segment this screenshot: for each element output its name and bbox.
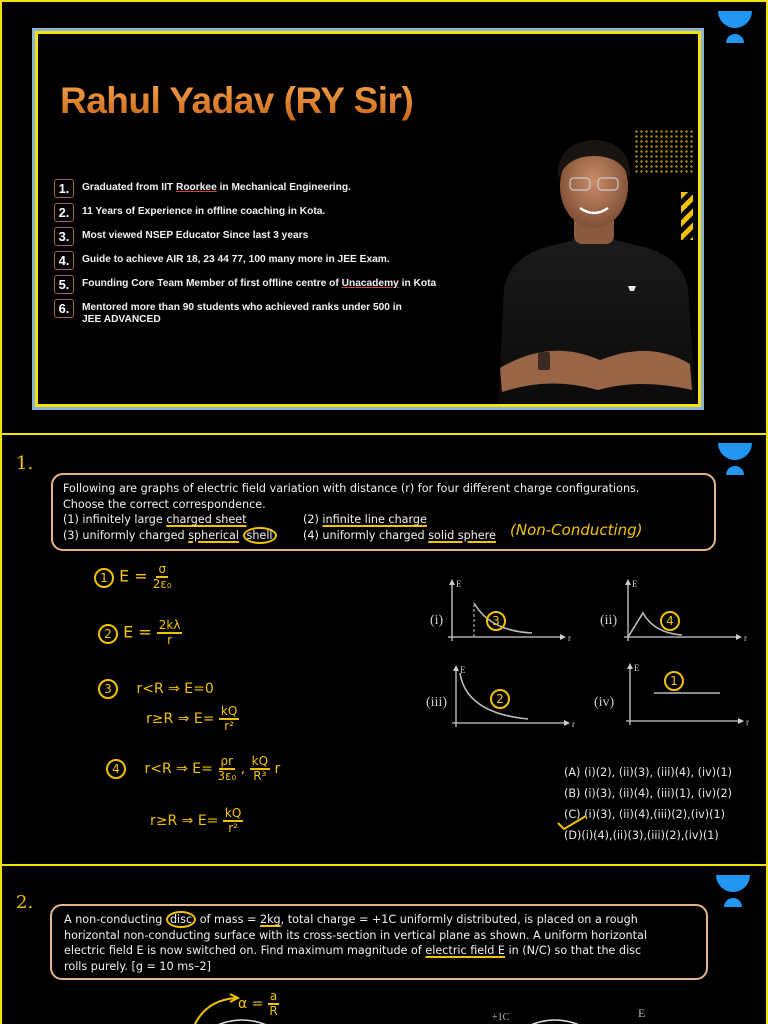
- ink-note-4a: 4 r<R ⇒ E= $\frac{\rho r}{\text{3ε₀}}$ , $\frac{kQ}{\text{R³}}$ r: [106, 755, 280, 783]
- ink-note-1: 1 E = $\frac{\sigma}{\text{2ε₀}}$: [94, 563, 172, 591]
- graph-label-iv: (iv): [594, 695, 615, 710]
- choice-c[interactable]: (C) (i)(3), (ii)(4),(iii)(2),(iv)(1): [564, 808, 726, 821]
- question-number-ink: 2.: [16, 892, 34, 913]
- ink-tag-graph-ii: 4: [660, 611, 680, 631]
- choice-a[interactable]: (A) (i)(2), (ii)(3), (iii)(4), (iv)(1): [564, 766, 732, 779]
- disc-figure-2: [520, 1016, 590, 1024]
- graph-label-ii: (ii): [600, 613, 618, 628]
- unacademy-logo-icon: [716, 875, 750, 911]
- graph-i: [448, 577, 574, 643]
- credential-item: [54, 227, 494, 246]
- credential-number: 5.: [54, 275, 74, 294]
- graph-ii: [624, 577, 750, 643]
- charge-label: +1C: [492, 1012, 510, 1023]
- credential-number: 2.: [54, 203, 74, 222]
- ink-note-2: 2 E = $\frac{2k\lambda}{r}$: [98, 619, 182, 647]
- field-label: E: [638, 1006, 646, 1020]
- question-text: Choose the correct correspondence.: [63, 497, 266, 511]
- svg-text:r: r: [568, 633, 571, 643]
- choice-d[interactable]: (D)(i)(4),(ii)(3),(iii)(2),(iv)(1): [564, 829, 719, 842]
- slide-question-1: [0, 433, 768, 864]
- question-number-ink: 1.: [16, 453, 34, 474]
- svg-text:r: r: [572, 719, 575, 729]
- question-text: electric field E is now switched on. Find maximum magnitude of electric field E in (N/C) so that the disc: [64, 944, 642, 957]
- credential-text: Most viewed NSEP Educator Since last 3 years: [82, 230, 309, 241]
- ink-note-3a: 3 r<R ⇒ E=0: [98, 679, 214, 699]
- ink-note-3b: r≥R ⇒ E= $\frac{kQ}{\text{r²}}$: [146, 704, 238, 733]
- ink-note-alpha: α = $\frac{a}{R}$: [238, 989, 278, 1018]
- slide-question-2: [0, 864, 768, 1024]
- question-text: horizontal non-conducting surface with its cross-section in vertical plane as shown. A uniform horizontal: [64, 928, 647, 942]
- credential-item: [54, 203, 494, 222]
- credential-item: [54, 299, 494, 326]
- svg-text:r: r: [746, 717, 749, 727]
- question-text: A non-conducting disc of mass = 2kg, total charge = +1C uniformly distributed, is placed on a rough: [64, 913, 638, 926]
- question-box: [50, 904, 708, 980]
- credentials-list: [54, 179, 494, 331]
- unacademy-logo-icon: [718, 443, 752, 479]
- checkmark-icon: [556, 813, 590, 831]
- choice-b[interactable]: (B) (i)(3), (ii)(4), (iii)(1), (iv)(2): [564, 787, 732, 800]
- credential-number: 3.: [54, 227, 74, 246]
- ink-tag-graph-i: 3: [486, 611, 506, 631]
- credential-text: Founding Core Team Member of first offline centre of Unacademy in Kota: [82, 278, 437, 289]
- question-text: rolls purely. [g = 10 ms–2]: [64, 959, 212, 973]
- graph-iii: [452, 663, 578, 729]
- svg-text:E: E: [460, 665, 466, 675]
- svg-text:E: E: [456, 579, 462, 589]
- credential-number: 4.: [54, 251, 74, 270]
- bio-card: [32, 28, 704, 410]
- svg-text:E: E: [634, 663, 640, 673]
- ink-annotation-nonconducting: (Non-Conducting): [510, 521, 643, 539]
- credential-number: 1.: [54, 179, 74, 198]
- ink-tag-graph-iv: 1: [664, 671, 684, 691]
- credential-text: Graduated from IIT Roorkee in Mechanical Engineering.: [82, 182, 351, 193]
- instructor-name: Rahul Yadav (RY Sir): [60, 80, 414, 121]
- svg-text:E: E: [632, 579, 638, 589]
- unacademy-logo-icon: [718, 11, 752, 47]
- credential-item: [54, 275, 494, 294]
- option-row: (1) infinitely large charged sheet (2) infinite line charge: [63, 513, 427, 526]
- credential-text: Guide to achieve AIR 18, 23 44 77, 100 many more in JEE Exam.: [82, 254, 390, 265]
- credential-text: Mentored more than 90 students who achieved ranks under 500 in JEE ADVANCED: [82, 302, 402, 325]
- ink-note-4b: r≥R ⇒ E= $\frac{kQ}{\text{r²}}$: [150, 806, 242, 835]
- credential-item: [54, 179, 494, 198]
- svg-text:r: r: [744, 633, 747, 643]
- credential-number: 6.: [54, 299, 74, 318]
- question-text: Following are graphs of electric field variation with distance (r) for four different charge configurations.: [63, 482, 640, 495]
- graph-iv: [626, 661, 752, 727]
- ink-tag-graph-iii: 2: [490, 689, 510, 709]
- credential-item: [54, 251, 494, 270]
- question-box: [51, 473, 716, 551]
- slide-bio: [0, 0, 768, 433]
- instructor-photo: [490, 128, 698, 407]
- credential-text: 11 Years of Experience in offline coaching in Kota.: [82, 206, 326, 217]
- graph-label-i: (i): [430, 613, 444, 628]
- option-row: (3) uniformly charged spherical shell (4) uniformly charged solid sphere: [63, 528, 496, 542]
- disc-figure: [207, 1016, 277, 1024]
- answer-choices: [564, 762, 732, 846]
- graph-label-iii: (iii): [426, 695, 447, 710]
